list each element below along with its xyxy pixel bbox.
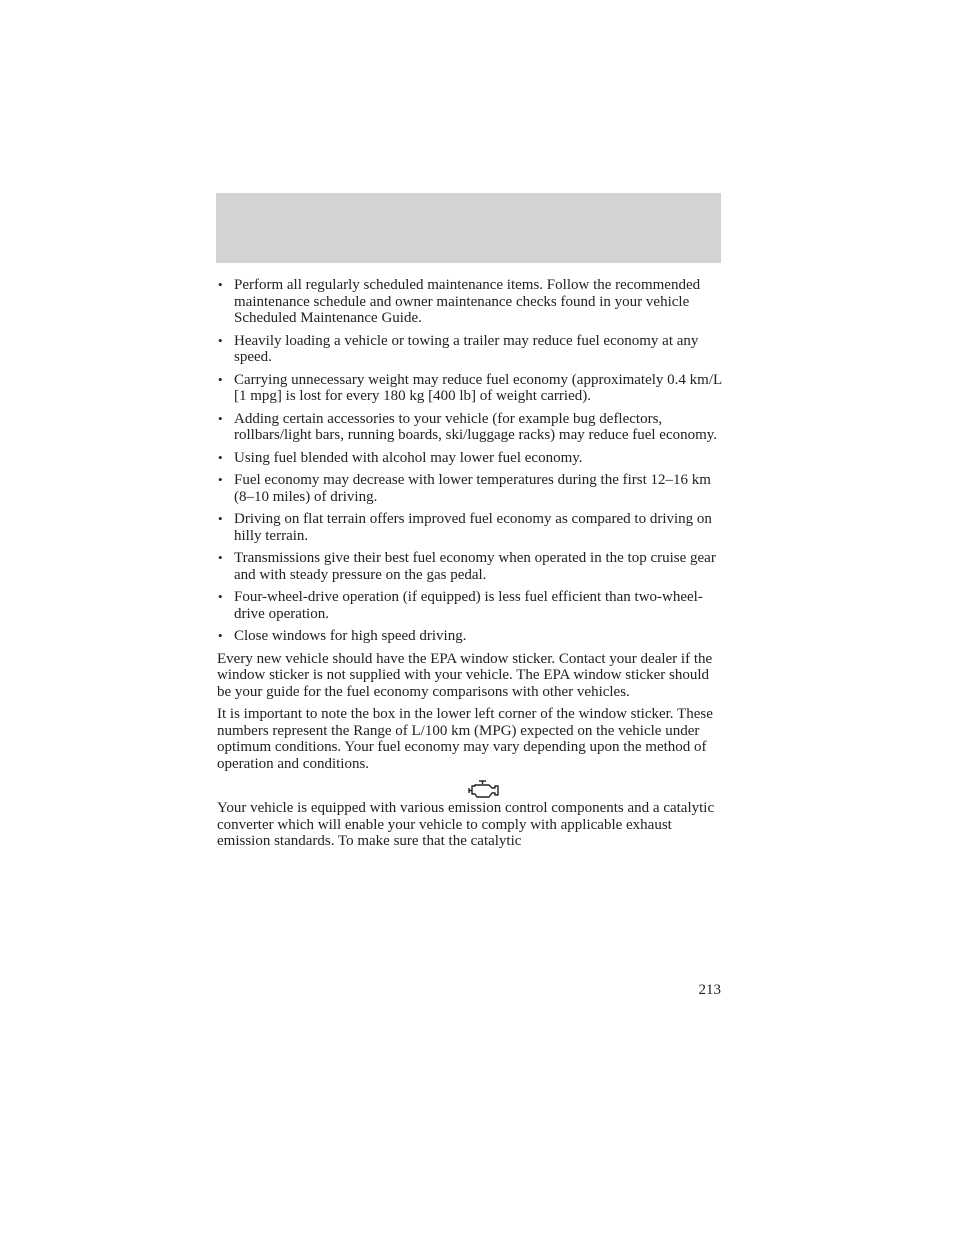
epa-paragraph: It is important to note the box in the lower left corner of the window sticker. These numbers represent the Range of L/100 km (MPG) expected on the vehicle under optimum conditions. Your fuel economy may vary depending upon the method of operation and conditions. [217, 706, 713, 772]
list-item: • Using fuel blended with alcohol may lower fuel economy. [217, 450, 723, 467]
list-item: • Driving on flat terrain offers improved fuel economy as compared to driving on hilly terrain. [217, 511, 723, 544]
list-item: • Perform all regularly scheduled maintenance items. Follow the recommended maintenance schedule and owner maintenance checks found in your vehicle Scheduled Maintenance Guide. [217, 277, 723, 327]
epa-paragraph: Every new vehicle should have the EPA window sticker. Contact your dealer if the window sticker is not supplied with your vehicle. The EPA window sticker should be your guide for the fuel economy comparisons with other vehicles. [217, 650, 713, 700]
emission-paragraph: Your vehicle is equipped with various emission control components and a catalytic converter which will enable your vehicle to comply with applicable exhaust emission standards. To make sure that the catalytic [217, 800, 715, 849]
page-content [217, 277, 723, 856]
list-item: • Four-wheel-drive operation (if equipped) is less fuel efficient than two-wheel-drive operation. [217, 589, 723, 622]
conditions-list [217, 333, 723, 645]
list-item: • Carrying unnecessary weight may reduce fuel economy (approximately 0.4 km/L [1 mpg] is lost for every 180 kg [400 lb] of weight carried). [217, 372, 723, 405]
list-item: • Adding certain accessories to your vehicle (for example bug deflectors, rollbars/light bars, running boards, ski/luggage racks) may reduce fuel economy. [217, 411, 723, 444]
header-band [216, 193, 721, 263]
icon-row [217, 778, 723, 800]
maintenance-list [217, 277, 723, 327]
list-item: • Close windows for high speed driving. [217, 628, 723, 645]
list-item: • Heavily loading a vehicle or towing a trailer may reduce fuel economy at any speed. [217, 333, 723, 366]
list-item: • Transmissions give their best fuel economy when operated in the top cruise gear and with steady pressure on the gas pedal. [217, 550, 723, 583]
check-engine-icon [468, 779, 500, 799]
list-item: • Fuel economy may decrease with lower temperatures during the first 12–16 km (8–10 miles) of driving. [217, 472, 723, 505]
page-number: 213 [698, 982, 721, 998]
